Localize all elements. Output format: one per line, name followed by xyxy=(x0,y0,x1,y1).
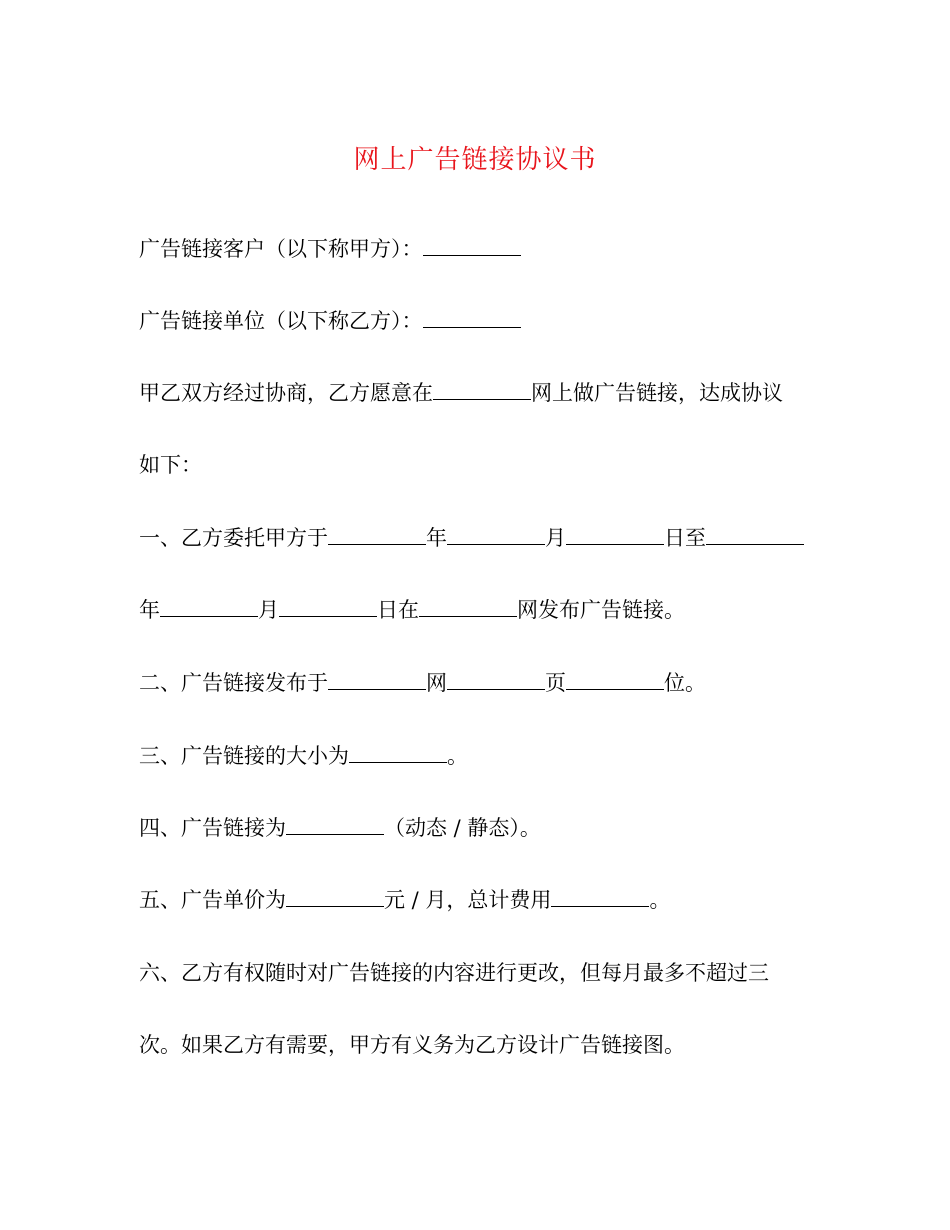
document-line xyxy=(139,233,521,264)
line-text: 月 xyxy=(545,526,566,550)
fill-in-blank[interactable] xyxy=(551,884,649,907)
fill-in-blank[interactable] xyxy=(423,305,521,328)
document-line xyxy=(139,958,769,988)
line-text: 网发布广告链接。 xyxy=(517,598,685,622)
line-text: 甲乙双方经过协商，乙方愿意在 xyxy=(139,381,433,405)
line-text: 年 xyxy=(139,598,160,622)
fill-in-blank[interactable] xyxy=(706,522,804,545)
line-text: 页 xyxy=(545,671,566,695)
line-text: 月 xyxy=(258,598,279,622)
document-line xyxy=(139,740,468,771)
fill-in-blank[interactable] xyxy=(433,377,531,400)
document-line xyxy=(139,1030,685,1060)
line-text: （动态 / 静态）。 xyxy=(384,816,541,840)
document-line xyxy=(139,305,521,336)
fill-in-blank[interactable] xyxy=(328,522,426,545)
document-line xyxy=(139,812,541,843)
fill-in-blank[interactable] xyxy=(447,667,545,690)
document-line xyxy=(139,594,685,625)
fill-in-blank[interactable] xyxy=(286,884,384,907)
document-line xyxy=(139,667,706,698)
line-text: 网 xyxy=(426,671,447,695)
document-title: 网上广告链接协议书 xyxy=(353,145,597,175)
line-text: 日在 xyxy=(377,598,419,622)
line-text: 位。 xyxy=(664,671,706,695)
line-text: 一、乙方委托甲方于 xyxy=(139,526,328,550)
fill-in-blank[interactable] xyxy=(349,740,447,763)
line-text: 三、广告链接的大小为 xyxy=(139,744,349,768)
fill-in-blank[interactable] xyxy=(419,594,517,617)
fill-in-blank[interactable] xyxy=(566,667,664,690)
fill-in-blank[interactable] xyxy=(566,522,664,545)
line-text: 五、广告单价为 xyxy=(139,888,286,912)
line-text: 年 xyxy=(426,526,447,550)
line-text: 。 xyxy=(649,888,671,912)
document-line xyxy=(139,377,783,408)
fill-in-blank[interactable] xyxy=(423,233,521,256)
line-text: 日至 xyxy=(664,526,706,550)
fill-in-blank[interactable] xyxy=(447,522,545,545)
line-text: 次。如果乙方有需要，甲方有义务为乙方设计广告链接图。 xyxy=(139,1033,685,1057)
line-text: 四、广告链接为 xyxy=(139,816,286,840)
document-line xyxy=(139,884,670,915)
line-text: 如下： xyxy=(139,453,202,477)
fill-in-blank[interactable] xyxy=(328,667,426,690)
fill-in-blank[interactable] xyxy=(279,594,377,617)
document-line xyxy=(139,522,804,553)
fill-in-blank[interactable] xyxy=(160,594,258,617)
fill-in-blank[interactable] xyxy=(286,812,384,835)
line-text: 元 / 月，总计费用 xyxy=(384,888,552,912)
line-text: 。 xyxy=(447,744,468,768)
line-text: 二、广告链接发布于 xyxy=(139,671,328,695)
document-line xyxy=(139,450,202,480)
line-text: 网上做广告链接，达成协议 xyxy=(531,381,783,405)
line-text: 广告链接客户（以下称甲方）： xyxy=(139,237,423,261)
line-text: 六、乙方有权随时对广告链接的内容进行更改，但每月最多不超过三 xyxy=(139,961,769,985)
line-text: 广告链接单位（以下称乙方）： xyxy=(139,309,423,333)
